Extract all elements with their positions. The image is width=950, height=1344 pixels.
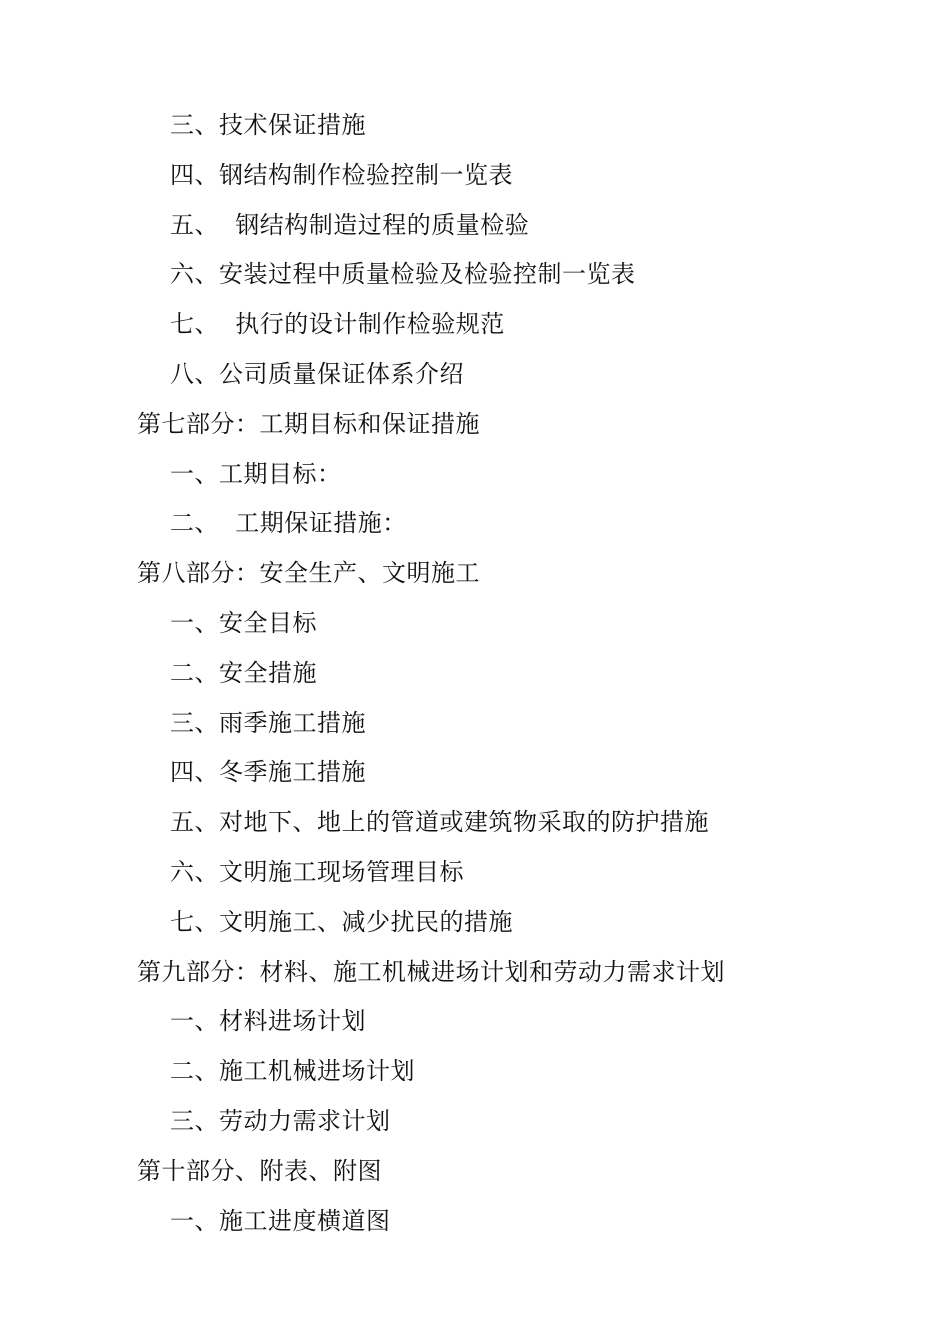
toc-item: 一、材料进场计划 xyxy=(170,1007,366,1035)
toc-item: 四、冬季施工措施 xyxy=(170,758,366,786)
toc-item: 五、对地下、地上的管道或建筑物采取的防护措施 xyxy=(170,808,709,836)
toc-item: 一、施工进度横道图 xyxy=(170,1207,391,1235)
toc-item: 二、安全措施 xyxy=(170,659,317,687)
toc-part-heading: 第十部分、附表、附图 xyxy=(137,1157,382,1185)
toc-part-heading: 第七部分：工期目标和保证措施 xyxy=(137,410,480,438)
toc-item: 一、安全目标 xyxy=(170,609,317,637)
toc-item: 六、安装过程中质量检验及检验控制一览表 xyxy=(170,260,636,288)
toc-item: 一、工期目标： xyxy=(170,460,342,488)
toc-item: 八、公司质量保证体系介绍 xyxy=(170,360,464,388)
toc-item: 五、 钢结构制造过程的质量检验 xyxy=(170,211,530,239)
toc-part-heading: 第九部分：材料、施工机械进场计划和劳动力需求计划 xyxy=(137,958,725,986)
toc-item: 七、 执行的设计制作检验规范 xyxy=(170,310,505,338)
toc-part-heading: 第八部分：安全生产、文明施工 xyxy=(137,559,480,587)
toc-item: 四、钢结构制作检验控制一览表 xyxy=(170,161,513,189)
toc-item: 二、施工机械进场计划 xyxy=(170,1057,415,1085)
toc-item: 二、 工期保证措施： xyxy=(170,509,407,537)
toc-item: 三、劳动力需求计划 xyxy=(170,1107,391,1135)
toc-item: 三、技术保证措施 xyxy=(170,111,366,139)
toc-item: 三、雨季施工措施 xyxy=(170,709,366,737)
toc-item: 七、文明施工、减少扰民的措施 xyxy=(170,908,513,936)
toc-item: 六、文明施工现场管理目标 xyxy=(170,858,464,886)
